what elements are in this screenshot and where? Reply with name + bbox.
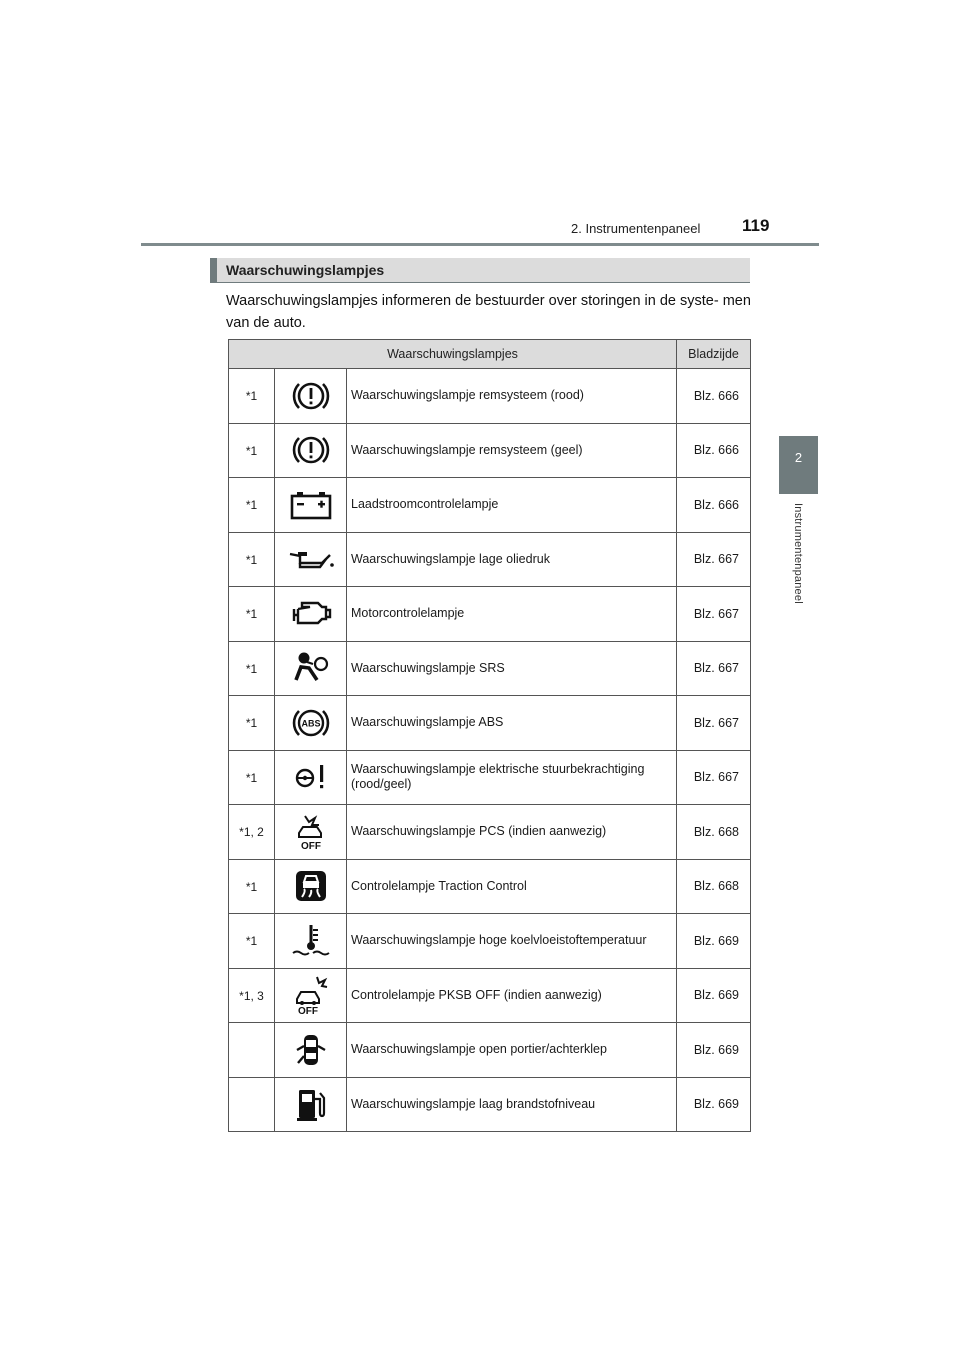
light-description: Motorcontrolelampje (347, 587, 677, 642)
table-row (229, 587, 751, 642)
footnote-mark (229, 1077, 275, 1132)
footnote-mark-text: *1 (245, 879, 258, 894)
light-description: Waarschuwingslampje lage oliedruk (347, 532, 677, 587)
light-description: Waarschuwingslampje PCS (indien aanwezig) (347, 805, 677, 860)
page-reference: Blz. 668 (677, 805, 751, 860)
light-description: Laadstroomcontrolelampje (347, 478, 677, 533)
page-reference: Blz. 668 (677, 859, 751, 914)
airbag-icon (275, 641, 347, 696)
fuel-icon (275, 1077, 347, 1132)
footnote-mark (229, 641, 275, 696)
page-reference: Blz. 666 (677, 478, 751, 533)
footnote-mark-text: *1 (245, 716, 258, 730)
footnote-mark-text: *1 (245, 607, 258, 621)
light-description: Controlelampje Traction Control (347, 859, 677, 914)
svg-text:OFF: OFF (297, 1006, 318, 1016)
intro-paragraph: Waarschuwingslampjes informeren de bestuurder over storingen in de syste- men van de auto. (226, 293, 751, 331)
page-reference: Blz. 667 (677, 750, 751, 805)
footnote-mark (229, 968, 275, 1023)
brake-warning-icon (275, 369, 347, 424)
table-row (229, 968, 751, 1023)
table-row (229, 478, 751, 533)
light-description: Waarschuwingslampje remsysteem (rood) (347, 369, 677, 424)
table-row (229, 914, 751, 969)
light-description: Waarschuwingslampje open portier/achterklep (347, 1023, 677, 1078)
chapter-label: Instrumentenpaneel (792, 503, 804, 604)
table-row (229, 750, 751, 805)
footnote-mark-text: *1 (245, 443, 258, 458)
page-reference: Blz. 669 (677, 968, 751, 1023)
column-header-page: Bladzijde (677, 340, 751, 369)
page-reference: Blz. 667 (677, 532, 751, 587)
oil-can-icon (275, 532, 347, 587)
engine-icon (275, 587, 347, 642)
page-reference: Blz. 667 (677, 587, 751, 642)
footnote-mark (229, 478, 275, 533)
svg-text:ABS: ABS (300, 718, 321, 729)
table-row (229, 641, 751, 696)
footnote-mark (229, 696, 275, 751)
table-row (229, 1023, 751, 1078)
chapter-tab (779, 436, 818, 494)
table-row (229, 696, 751, 751)
column-header-lights: Waarschuwingslampjes (229, 340, 677, 369)
open-door-icon (275, 1023, 347, 1078)
pksb-off-icon (275, 968, 347, 1023)
footnote-mark-text: *1 (245, 389, 258, 403)
table-row (229, 532, 751, 587)
running-header: 2. Instrumentenpaneel (571, 221, 701, 236)
section-title: Waarschuwingslampjes (226, 262, 385, 278)
footnote-mark (229, 750, 275, 805)
page-reference: Blz. 669 (677, 914, 751, 969)
section-rule (210, 282, 750, 283)
light-description: Waarschuwingslampje ABS (347, 696, 677, 751)
footnote-mark (229, 805, 275, 860)
footnote-mark-text: *1, 3 (239, 988, 264, 1003)
light-description: Waarschuwingslampje elektrische stuurbekrachtiging (rood/geel) (347, 750, 677, 805)
section-accent (210, 258, 217, 282)
header-rule (141, 243, 819, 246)
light-description: Waarschuwingslampje hoge koelvloeistoftemperatuur (347, 914, 677, 969)
table-header-row (229, 340, 751, 369)
footnote-mark-text: *1 (245, 934, 258, 948)
table-row (229, 423, 751, 478)
footnote-mark-text: *1 (245, 770, 258, 785)
table-row (229, 805, 751, 860)
page-reference: Blz. 669 (677, 1023, 751, 1078)
steering-warning-icon (275, 750, 347, 805)
footnote-mark-text: *1, 2 (239, 825, 264, 839)
light-description: Waarschuwingslampje laag brandstofniveau (347, 1077, 677, 1132)
footnote-mark (229, 369, 275, 424)
light-description: Waarschuwingslampje remsysteem (geel) (347, 423, 677, 478)
chapter-number: 2 (794, 450, 803, 465)
section-heading (210, 258, 750, 282)
table-row (229, 859, 751, 914)
table-row (229, 1077, 751, 1132)
footnote-mark-text: *1 (245, 661, 258, 676)
pcs-off-icon (275, 805, 347, 860)
page-reference: Blz. 666 (677, 423, 751, 478)
traction-control-icon (275, 859, 347, 914)
footnote-mark-text: *1 (245, 552, 258, 567)
table-row (229, 369, 751, 424)
footnote-mark (229, 532, 275, 587)
page-reference: Blz. 666 (677, 369, 751, 424)
footnote-mark (229, 1023, 275, 1078)
footnote-mark (229, 859, 275, 914)
light-description: Waarschuwingslampje SRS (347, 641, 677, 696)
page-reference: Blz. 669 (677, 1077, 751, 1132)
footnote-mark (229, 587, 275, 642)
brake-warning-icon (275, 423, 347, 478)
svg-text:OFF: OFF (300, 840, 321, 852)
coolant-temp-icon (275, 914, 347, 969)
battery-icon (275, 478, 347, 533)
abs-icon (275, 696, 347, 751)
footnote-mark (229, 914, 275, 969)
footnote-mark (229, 423, 275, 478)
footnote-mark-text: *1 (245, 498, 258, 512)
page-reference: Blz. 667 (677, 696, 751, 751)
page-number: 119 (742, 216, 770, 235)
page-reference: Blz. 667 (677, 641, 751, 696)
light-description: Controlelampje PKSB OFF (indien aanwezig) (347, 968, 677, 1023)
warning-lights-table (228, 339, 751, 1132)
